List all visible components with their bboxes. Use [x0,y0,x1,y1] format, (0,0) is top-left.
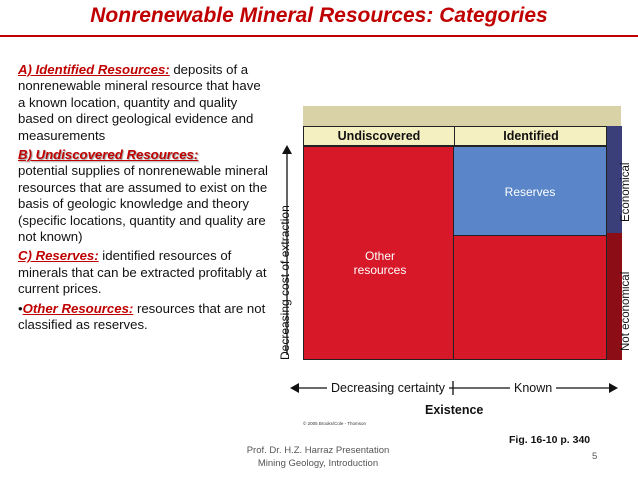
y-axis-label: Decreasing cost of extraction [278,205,292,360]
footer-line2: Mining Geology, Introduction [257,458,379,469]
definitions-text [18,62,268,337]
text-other: resources that are not classified as reserves. [18,300,266,333]
header-undiscovered: Undiscovered [337,129,421,143]
header-identified: Identified [503,129,559,143]
not-economical-label: Not economical [620,271,632,351]
definition-identified [18,62,268,144]
reserves-label: Reserves [504,185,556,199]
text-undiscovered: potential supplies of nonrenewable mineral resources that are assumed to exist on the basis of geologic knowledge and theory (specific locations, quantity and quality are not known) [18,163,268,245]
bullet: • [18,300,23,316]
page-number: 5 [592,451,598,462]
definition-other [18,301,268,334]
x-axis-right-label: Known [510,381,556,395]
footer-line1: Prof. Dr. H.Z. Harraz Presentation [246,445,390,456]
x-axis-left-label: Decreasing certainty [327,381,449,395]
heading-other: Other Resources: [22,300,134,316]
diagram-header [303,126,607,146]
heading-identified: A) Identified Resources: [18,62,170,77]
region-divider [453,146,454,360]
slide-title: Nonrenewable Mineral Resources: Categories [90,4,548,27]
figure-reference: Fig. 16-10 p. 340 [509,434,591,446]
definition-reserves [18,248,268,297]
heading-reserves: C) Reserves: [18,248,99,264]
other-resources-label-line1: Other [364,249,395,263]
x-axis-title: Existence [425,403,484,417]
footer [218,444,418,470]
text-reserves: identified resources of minerals that can be extracted profitably at current prices. [18,248,267,297]
text-identified: deposits of a nonrenewable mineral resource that have a known location, quantity and quality based on direct geological evidence and measurements [18,62,261,143]
other-resources-label-line2: resources [353,263,407,277]
diagram-top-face [303,106,621,126]
definition-undiscovered [18,147,268,245]
heading-undiscovered: B) Undiscovered Resources: [18,147,199,163]
copyright-note: © 2005 Brooks/Cole - Thomson [303,421,367,426]
economical-label: Economical [620,162,632,222]
title-divider [0,35,638,37]
